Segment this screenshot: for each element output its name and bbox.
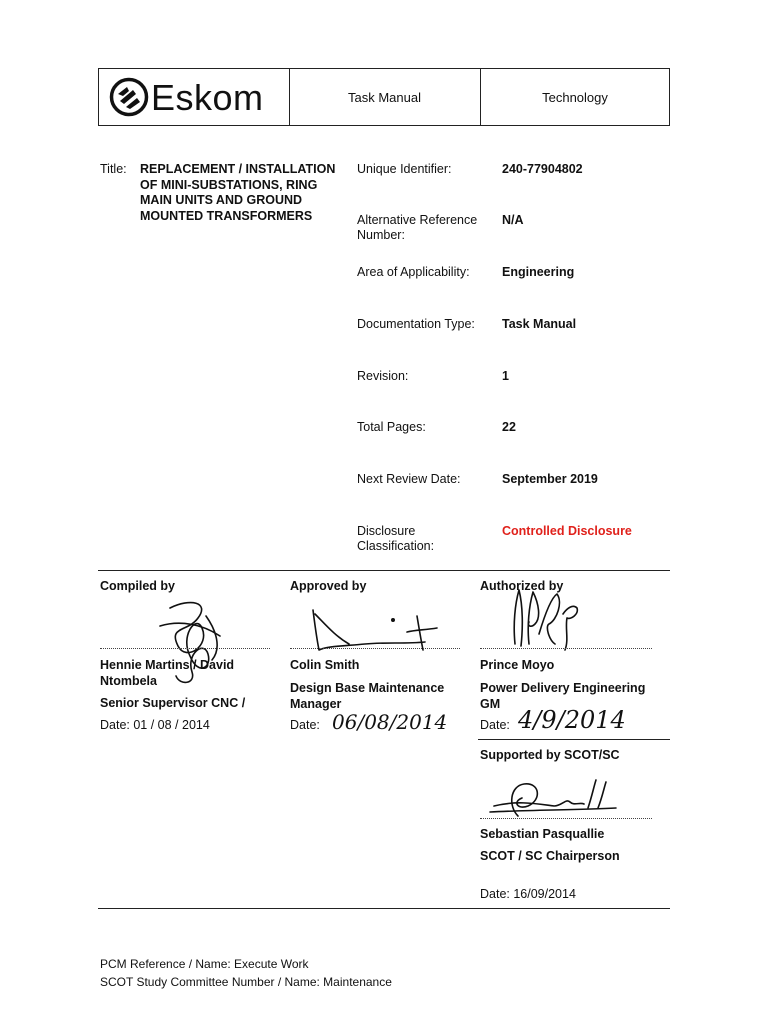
role-line: Power Delivery Engineering — [480, 681, 646, 695]
role-line: GM — [480, 696, 501, 711]
documentation-type-label: Documentation Type: — [357, 317, 475, 331]
approved-role — [290, 681, 444, 712]
logo-wordmark: Eskom — [151, 77, 264, 118]
role-line: Design Base Maintenance — [290, 681, 445, 695]
label-line: Number: — [357, 228, 405, 242]
compiled-role: Senior Supervisor CNC / — [100, 696, 246, 710]
area-value: Engineering — [502, 265, 575, 279]
approved-date-label: Date: — [290, 718, 320, 732]
header-box — [98, 68, 670, 126]
eskom-logo — [99, 69, 289, 125]
compiled-name — [100, 658, 234, 689]
title-line: MAIN UNITS AND GROUND — [140, 193, 303, 207]
supported-signature — [488, 776, 618, 821]
alternative-reference-label — [357, 213, 497, 243]
disclosure-label — [357, 524, 497, 554]
category-cell — [480, 69, 670, 125]
doc-kind: Task Manual — [348, 89, 421, 105]
compiled-heading: Compiled by — [100, 579, 176, 593]
next-review-label: Next Review Date: — [357, 472, 461, 486]
unique-identifier-value: 240-77904802 — [502, 162, 583, 176]
supported-role: SCOT / SC Chairperson — [480, 849, 620, 863]
compiled-date: Date: 01 / 08 / 2014 — [100, 718, 210, 732]
eskom-emblem-icon — [109, 77, 149, 117]
title-line: OF MINI-SUBSTATIONS, RING — [140, 177, 318, 192]
authorized-signature — [505, 584, 585, 654]
signature-line — [100, 648, 270, 649]
footer-pcm-reference: PCM Reference / Name: Execute Work — [100, 957, 309, 971]
role-line: Manager — [290, 696, 342, 711]
title-line: MOUNTED TRANSFORMERS — [140, 208, 313, 223]
label-line: Alternative Reference — [357, 213, 478, 227]
category: Technology — [542, 89, 608, 105]
authorized-heading: Authorized by — [480, 579, 564, 593]
section-divider — [98, 570, 670, 571]
section-divider — [98, 908, 670, 909]
disclosure-value: Controlled Disclosure — [502, 524, 632, 538]
authorized-name: Prince Moyo — [480, 658, 555, 672]
approved-name: Colin Smith — [290, 658, 360, 672]
alternative-reference-value: N/A — [502, 213, 524, 227]
next-review-value: September 2019 — [502, 472, 598, 486]
supported-heading: Supported by SCOT/SC — [480, 748, 620, 762]
title-line: REPLACEMENT / INSTALLATION — [140, 162, 336, 176]
name-line: Ntombela — [100, 673, 157, 688]
signature-line — [480, 818, 652, 819]
authorized-date-label: Date: — [480, 718, 510, 732]
revision-value: 1 — [502, 369, 509, 383]
revision-label: Revision: — [357, 369, 409, 383]
supported-date: Date: 16/09/2014 — [480, 887, 576, 901]
supported-name: Sebastian Pasquallie — [480, 827, 605, 841]
label-line: Disclosure — [357, 524, 416, 538]
documentation-type-value: Task Manual — [502, 317, 577, 331]
signature-line — [290, 648, 460, 649]
total-pages-label: Total Pages: — [357, 420, 426, 434]
area-label: Area of Applicability: — [357, 265, 470, 279]
title-label: Title: — [100, 162, 127, 176]
title-text — [140, 162, 335, 224]
section-divider — [478, 739, 670, 740]
doc-kind-cell — [289, 69, 480, 125]
name-line: Hennie Martins / David — [100, 658, 235, 672]
footer-scot-committee: SCOT Study Committee Number / Name: Maintenance — [100, 975, 392, 989]
authorized-date-handwritten: 4/9/2014 — [518, 706, 626, 734]
approved-heading: Approved by — [290, 579, 367, 593]
label-line: Classification: — [357, 539, 435, 553]
signature-line — [480, 648, 652, 649]
total-pages-value: 22 — [502, 420, 516, 434]
approved-date-handwritten: 06/08/2014 — [332, 710, 448, 734]
unique-identifier-label: Unique Identifier: — [357, 162, 452, 176]
